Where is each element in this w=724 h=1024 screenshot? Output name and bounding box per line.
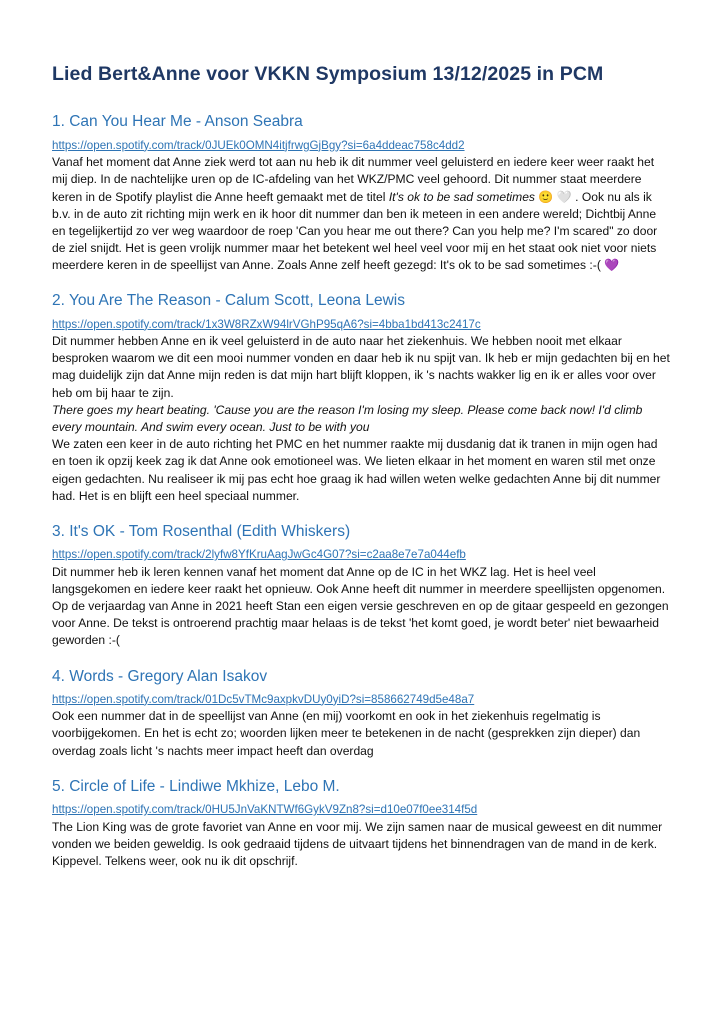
document-section — [52, 777, 672, 870]
text-run: 💜 — [604, 258, 620, 273]
paragraph — [52, 402, 672, 436]
document-section — [52, 112, 672, 274]
document-section — [52, 291, 672, 505]
spotify-track-link[interactable]: https://open.spotify.com/track/0JUEk0OMN4itjfrwgGjBgy?si=6a4ddeac758c4dd2 — [52, 138, 465, 152]
section-heading: 5. Circle of Life - Lindiwe Mkhize, Lebo M. — [52, 777, 340, 795]
text-run: We zaten een keer in de auto richting het PMC en het nummer raakte mij dusdanig dat ik tranen in mijn ogen had en toen ik opzij keek zag ik dat Anne ook emotioneel was. We lieten elkaar in het moment en waren stil met onze eigen gedachten. Nu realiseer ik mij pas echt hoe graag ik had willen weten welke gedachten Anne bij dit nummer had. Het is en blijft een heel speciaal nummer. — [52, 437, 661, 503]
document-body — [52, 112, 672, 870]
section-heading: 1. Can You Hear Me - Anson Seabra — [52, 113, 303, 131]
paragraph — [52, 333, 672, 402]
section-heading: 2. You Are The Reason - Calum Scott, Leona Lewis — [52, 292, 405, 310]
text-run: Dit nummer heb ik leren kennen vanaf het moment dat Anne op de IC in het WKZ lag. Het is heel veel langsgekomen en iedere keer raakt het opnieuw. Ook Anne heeft dit nummer in meerdere speellijsten opgenomen. Op de verjaardag van Anne in 2021 heeft Stan een eigen versie geschreven en op de gitaar gespeeld en gezongen voor Anne. De tekst is ontroerend prachtig maar helaas is de tekst 'het komt goed, je wordt beter' niet bewaarheid geworden :-( — [52, 564, 669, 648]
section-heading: 3. It's OK - Tom Rosenthal (Edith Whiskers) — [52, 522, 351, 540]
text-run: Ook een nummer dat in de speellijst van Anne (en mij) voorkomt en ook in het ziekenhuis regelmatig is voorbijgekomen. En het is echt zo; woorden lijken meer te betekenen in de nacht (gesprekken zijn dieper) dan overdag zoals licht 's nachts meer impact heeft dan overdag — [52, 709, 641, 758]
spotify-track-link[interactable]: https://open.spotify.com/track/1x3W8RZxW94lrVGhP95qA6?si=4bba1bd413c2417c — [52, 317, 481, 331]
spotify-track-link[interactable]: https://open.spotify.com/track/01Dc5vTMc9axpkvDUy0yiD?si=858662749d5e48a7 — [52, 692, 475, 706]
text-run: Dit nummer hebben Anne en ik veel geluisterd in de auto naar het ziekenhuis. We hebben nooit met elkaar besproken waarom we dit een mooi nummer vonden en daar heb ik nu spijt van. Ik heb er mijn gedachten bij en het mag duidelijk zijn dat Anne mijn reden is dat mijn hart blijft kloppen, ik 's nachts wakker lig en ik er alles voor over heb om bij haar te zijn. — [52, 334, 670, 400]
document-section — [52, 667, 672, 760]
spotify-track-link[interactable]: https://open.spotify.com/track/0HU5JnVaKNTWf6GykV9Zn8?si=d10e07f0ee314f5d — [52, 802, 478, 816]
paragraph — [52, 564, 672, 650]
paragraph — [52, 436, 672, 505]
spotify-track-link[interactable]: https://open.spotify.com/track/2lyfw8YfKruAagJwGc4G07?si=c2aa8e7e7a044efb — [52, 548, 466, 561]
text-run: There goes my heart beating. 'Cause you are the reason I'm losing my sleep. Please come back now! I'd climb every mountain. And swim every ocean. Just to be with you — [52, 402, 643, 434]
section-heading: 4. Words - Gregory Alan Isakov — [52, 667, 268, 685]
text-run: . Ook nu als ik b.v. in de auto zit richting mijn werk en ik hoor dit nummer dan ben ik meteen in een andere wereld; Dichtbij Anne en tegelijkertijd zo ver weg waardoor de roep 'Can you hear me out there? Can you help me? I'm scared" zo door de ziel snijdt. Het is geen vrolijk nummer maar het betekent wel heel veel voor mij en het staat ook niet voor niets meerdere keren in de speellijst van Anne. Zoals Anne zelf heeft gezegd: It's ok to be sad sometimes :-( — [52, 189, 658, 273]
text-run: It's ok to be sad sometimes — [388, 189, 535, 204]
page-title: Lied Bert&Anne voor VKKN Symposium 13/12/2025 in PCM — [52, 63, 604, 85]
paragraph — [52, 154, 672, 274]
text-run: 🙂 🤍 — [534, 189, 572, 204]
paragraph — [52, 708, 672, 760]
text-run: The Lion King was de grote favoriet van Anne en voor mij. We zijn samen naar de musical geweest en dit nummer vonden we beiden geweldig. Is ook gedraaid tijdens de uitvaart tijdens het binnendragen van de mand in de kerk. Kippevel. Telkens weer, ook nu ik dit opschrijf. — [52, 819, 663, 868]
text-run: Vanaf het moment dat Anne ziek werd tot aan nu heb ik dit nummer veel geluisterd en iedere keer weer raakt het mij diep. In de nachtelijke uren op de IC-afdeling van het WKZ/PMC veel gehoord. Dit nummer staat meerdere keren in de Spotify playlist die Anne heeft gemaakt met de titel — [52, 155, 655, 204]
document-section — [52, 522, 672, 650]
paragraph — [52, 819, 672, 871]
